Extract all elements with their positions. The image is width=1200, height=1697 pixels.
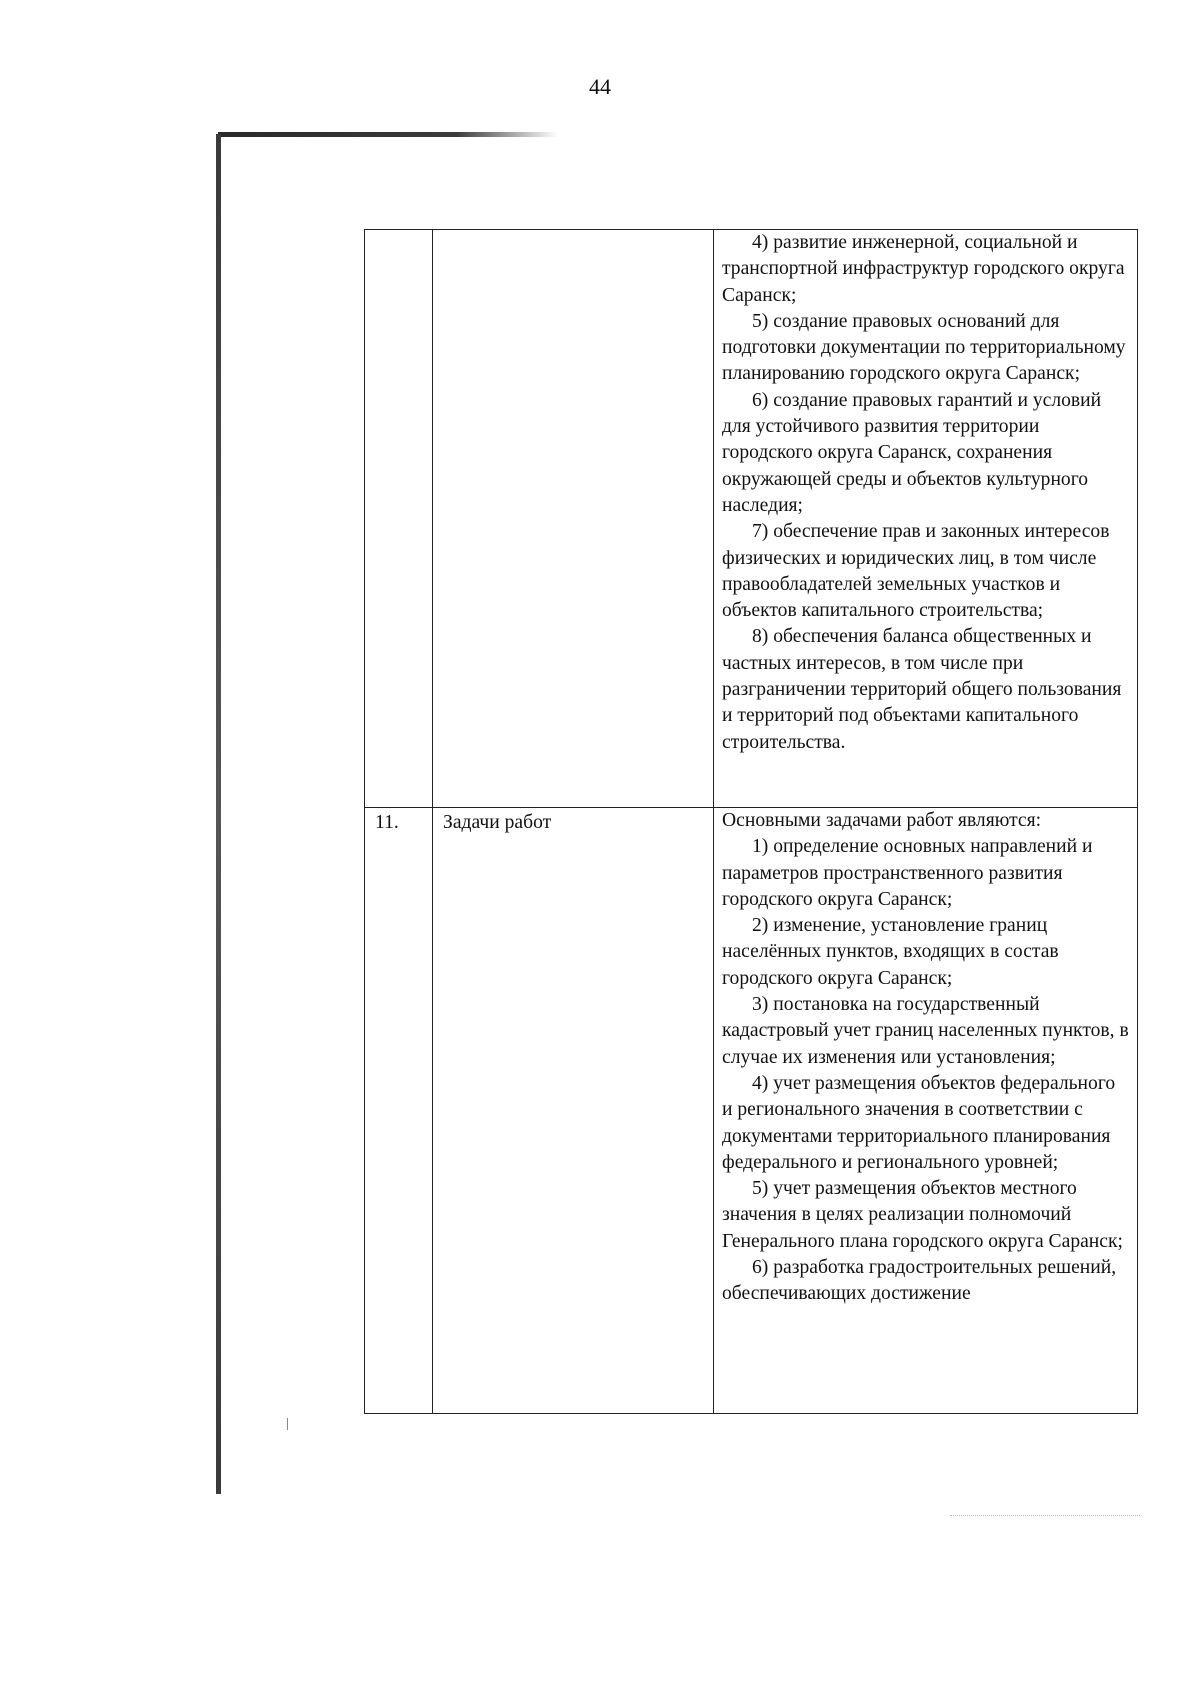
paragraph: 8) обеспечения баланса общественных и частных интересов, в том числе при разграничении территорий общего пользования и территорий под объектами капитального строительства. [722,626,1122,753]
row-name [433,230,713,232]
paragraph: 5) учет размещения объектов местного значения в целях реализации полномочий Генерального плана городского округа Саранск; [722,1178,1123,1252]
row-description [714,230,1137,756]
paragraph: 7) обеспечение прав и законных интересов физических и юридических лиц, в том числе правообладателей земельных участков и объектов капитального строительства; [722,521,1110,622]
paragraph: 3) постановка на государственный кадастровый учет границ населенных пунктов, в случае их изменения или установления; [722,994,1129,1068]
row-name: Задачи работ [443,812,552,833]
row-name-cell [433,808,714,1414]
row-name-cell [433,230,714,808]
row-description-cell [714,230,1138,808]
row-number-cell [365,230,433,808]
paragraph: 5) создание правовых оснований для подготовки документации по территориальному планированию городского округа Саранск; [722,310,1126,385]
table-row [365,808,1138,1414]
paragraph: 4) учет размещения объектов федерального и регионального значения в соответствии с документами территориального планирования федерального и регионального уровней; [722,1072,1116,1173]
scan-edge-top [218,132,558,137]
paragraph: 1) определение основных направлений и параметров пространственного развития городского округа Саранск; [722,836,1093,910]
paragraph: Основными задачами работ являются: [722,810,1042,831]
row-number-cell [365,808,433,1414]
row-description-cell [714,808,1138,1414]
row-description [714,808,1137,1308]
paragraph: 6) создание правовых гарантий и условий для устойчивого развития территории городского округа Саранск, сохранения окружающей среды и объектов культурного наследия; [722,389,1102,516]
paragraph: 6) разработка градостроительных решений, обеспечивающих достижение [722,1257,1117,1305]
row-number [365,230,432,232]
scan-edge-left [216,134,221,1494]
table-row [365,230,1138,808]
row-number: 11. [375,812,399,833]
scan-mark [287,1418,288,1430]
paragraph: 2) изменение, установление границ населённых пунктов, входящих в состав городского округа Саранск; [722,915,1059,989]
requirements-table [364,229,1138,1414]
page-number: 44 [589,74,611,99]
paragraph: 4) развитие инженерной, социальной и транспортной инфраструктур городского округа Саранск; [722,232,1125,306]
scan-dust [950,1515,1140,1517]
